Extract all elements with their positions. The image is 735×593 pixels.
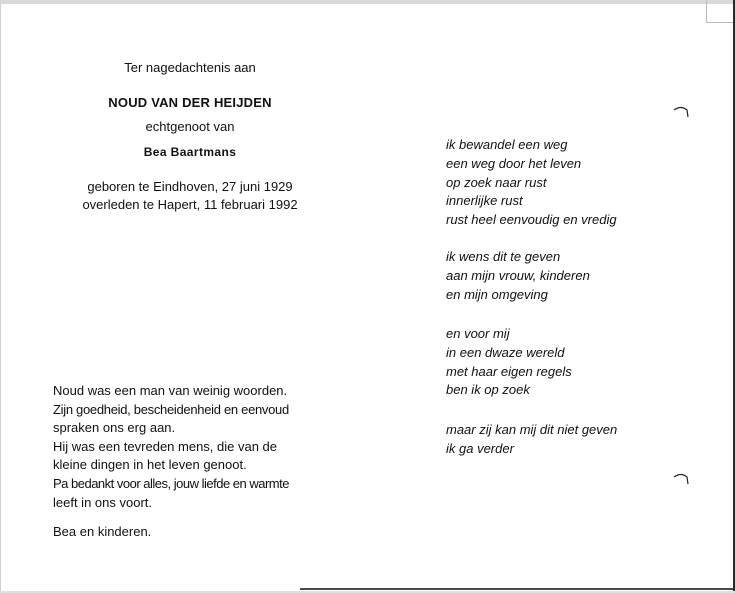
poem-stanza-3 bbox=[446, 325, 572, 400]
poem-line: ik wens dit te geven bbox=[446, 249, 561, 264]
tribute-line: Zijn goedheid, bescheidenheid en eenvoud bbox=[53, 401, 289, 417]
poem-stanza-2 bbox=[446, 248, 590, 304]
in-memory-heading: Ter nagedachtenis aan bbox=[124, 60, 256, 75]
tribute-line: kleine dingen in het leven genoot. bbox=[53, 457, 247, 473]
poem-line: ik bewandel een weg bbox=[446, 137, 568, 152]
poem-line: op zoek naar rust bbox=[446, 174, 547, 190]
poem-line: ik ga verder bbox=[446, 440, 514, 456]
tribute-line: Hij was een tevreden mens, die van de bbox=[53, 438, 278, 454]
poem-line: met haar eigen regels bbox=[446, 363, 572, 379]
signature: Bea en kinderen. bbox=[53, 524, 152, 539]
card-corner-hook-icon bbox=[673, 103, 689, 119]
poem-line: en mijn omgeving bbox=[446, 286, 548, 302]
poem-line: rust heel eenvoudig en vredig bbox=[446, 212, 617, 228]
card-fold-line bbox=[300, 588, 733, 590]
deceased-name: NOUD VAN DER HEIJDEN bbox=[108, 95, 272, 110]
poem-line: een weg door het leven bbox=[446, 155, 582, 171]
tribute-line: Noud was een man van weinig woorden. bbox=[53, 383, 288, 398]
poem-stanza-1 bbox=[446, 136, 617, 230]
poem-line: maar zij kan mij dit niet geven bbox=[446, 422, 618, 437]
spouse-name: Bea Baartmans bbox=[143, 145, 237, 159]
tribute-paragraph bbox=[53, 382, 343, 512]
poem-line: in een dwaze wereld bbox=[446, 344, 565, 360]
poem-line: aan mijn vrouw, kinderen bbox=[446, 267, 590, 283]
relation-text: echtgenoot van bbox=[145, 119, 235, 134]
card-corner-mark bbox=[706, 0, 735, 23]
poem-line: en voor mij bbox=[446, 326, 510, 341]
tribute-line: leeft in ons voort. bbox=[53, 494, 152, 510]
poem-stanza-4 bbox=[446, 421, 617, 459]
card-top-edge bbox=[0, 0, 735, 4]
tribute-line: Pa bedankt voor alles, jouw liefde en warmte bbox=[53, 475, 289, 491]
death-info: overleden te Hapert, 11 februari 1992 bbox=[82, 197, 298, 212]
birth-info: geboren te Eindhoven, 27 juni 1929 bbox=[87, 179, 293, 194]
poem-line: innerlijke rust bbox=[446, 193, 523, 209]
tribute-line: spraken ons erg aan. bbox=[53, 420, 176, 436]
poem-line: ben ik op zoek bbox=[446, 382, 530, 398]
card-left-edge bbox=[0, 0, 1, 593]
card-corner-hook-icon bbox=[673, 470, 689, 486]
